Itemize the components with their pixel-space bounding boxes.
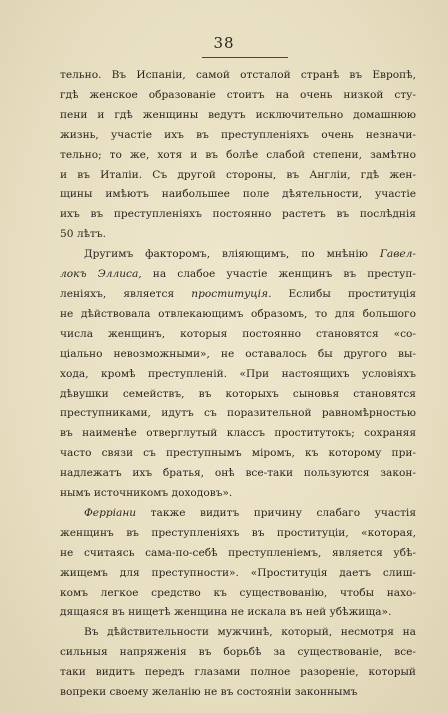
text-line: дѣвушки семействъ, въ которыхъ сыновья становятся xyxy=(60,387,416,400)
text-line: надлежатъ ихъ братья, онѣ все-таки пользуются закон- xyxy=(60,467,416,480)
text-line: нымъ источникомъ доходовъ». xyxy=(60,487,233,500)
paragraph xyxy=(60,504,416,623)
text-line: таки видитъ передъ глазами полное разореніе, который xyxy=(60,666,416,679)
text-line xyxy=(60,504,416,524)
text-line: сильныя напряженія въ борьбѣ за существованіе, все- xyxy=(60,646,416,659)
paragraph xyxy=(60,623,416,703)
text-line: не дѣйствовала отвлекающимъ образомъ, то для большого xyxy=(60,307,416,320)
text-line: въ наименѣе отверглутый классъ проститутокъ; сохраняя xyxy=(60,427,416,440)
text-segment: на слабое участіе женщинъ въ преступ- xyxy=(141,268,416,281)
text-segment: . Еслибы проституція xyxy=(268,287,416,300)
text-line: дящаяся въ нищетѣ женщина не искала въ ней убѣжища». xyxy=(60,606,392,619)
text-line: 50 лѣтъ. xyxy=(60,228,106,241)
italic-name: проституція xyxy=(191,287,269,300)
text-line: женщинъ въ преступленіяхъ въ проституціи, «которая, xyxy=(60,526,416,539)
text-line: Въ дѣйствительности мужчинѣ, который, несмотря на xyxy=(84,626,416,639)
paragraph xyxy=(60,245,416,504)
text-line: щины имѣютъ наибольшее поле дѣятельности, участіе xyxy=(60,188,416,201)
paragraph xyxy=(60,66,416,245)
text-line: комъ легкое средство къ существованію, чтобы нахо- xyxy=(60,586,416,599)
text-line: вопреки своему желанію не въ состояніи законнымъ xyxy=(60,686,358,699)
text-line: преступниками, идутъ съ поразительной равномѣрностью xyxy=(60,407,416,420)
text-line: тельно; то же, хотя и въ болѣе слабой степени, замѣтно xyxy=(60,148,416,161)
text-line: ціально невозможными», не оставалось бы другого вы- xyxy=(60,347,416,360)
header-rule xyxy=(202,57,288,58)
text-line: и въ Италіи. Съ другой стороны, въ Англіи, гдѣ жен- xyxy=(60,168,416,181)
page-number: 38 xyxy=(213,34,235,52)
text-segment: также видитъ причину слабаго участія xyxy=(136,506,416,519)
text-line: жищемъ для преступности». «Проституція даетъ слиш- xyxy=(60,566,416,579)
text-line: гдѣ женское образованіе стоитъ на очень низкой сту- xyxy=(60,88,416,101)
text-line: тельно. Въ Испаніи, самой отсталой странѣ въ Европѣ, xyxy=(60,69,416,81)
italic-name: локъ Эллиса, xyxy=(60,268,142,281)
text-line: хода, кромѣ преступленій. «При настоящихъ условіяхъ xyxy=(60,367,416,380)
text-line xyxy=(60,245,416,265)
body-text xyxy=(60,66,416,703)
text-line: пени и гдѣ женщины ведутъ исключительно домашнюю xyxy=(60,108,416,121)
text-line xyxy=(60,265,416,285)
italic-name: Гавел- xyxy=(379,248,416,261)
text-line: числа женщинъ, которыя постоянно становятся «со- xyxy=(60,327,416,340)
italic-name: Ферріани xyxy=(84,506,137,519)
text-line: часто связи съ преступнымъ міромъ, къ которому при- xyxy=(60,447,416,460)
text-line xyxy=(60,285,416,305)
text-segment: леніяхъ, является xyxy=(60,287,192,300)
text-line: ихъ въ преступленіяхъ постоянно растетъ въ послѣднія xyxy=(60,208,416,221)
text-line: жизнь, участіе ихъ въ преступленіяхъ очень незначи- xyxy=(60,128,416,141)
text-line: не считаясь сама-по-себѣ преступленіемъ, является убѣ- xyxy=(60,546,416,559)
text-segment: Другимъ факторомъ, вліяющимъ, по мнѣнію xyxy=(84,248,380,261)
